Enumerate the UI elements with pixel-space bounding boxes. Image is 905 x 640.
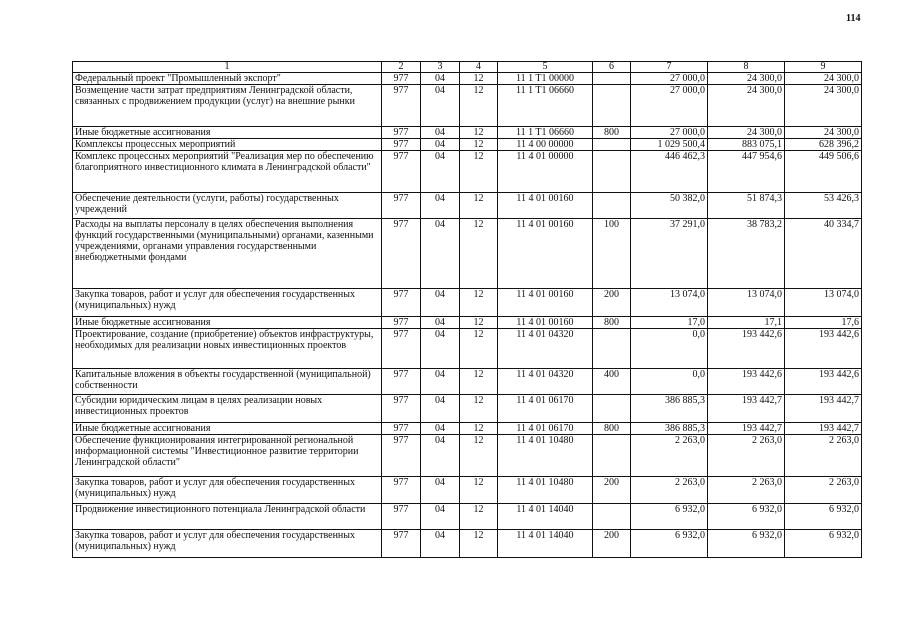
table-row [73, 73, 862, 85]
cell-target-item: 11 4 01 04320 [498, 369, 593, 395]
cell-subsection: 12 [460, 423, 498, 435]
cell-subsection: 12 [460, 477, 498, 504]
cell-subsection: 12 [460, 219, 498, 289]
cell-amount-col7: 6 932,0 [631, 504, 708, 530]
cell-target-item: 11 1 T1 00000 [498, 73, 593, 85]
cell-section: 04 [421, 395, 460, 423]
cell-subsection: 12 [460, 317, 498, 329]
cell-amount-col9: 628 396,2 [785, 139, 862, 151]
table-row [73, 504, 862, 530]
cell-expense-type: 800 [593, 317, 631, 329]
cell-subsection: 12 [460, 73, 498, 85]
cell-expense-type [593, 435, 631, 477]
table-row [73, 423, 862, 435]
cell-section: 04 [421, 139, 460, 151]
cell-section: 04 [421, 504, 460, 530]
row-name: Продвижение инвестиционного потенциала Ленинградской области [73, 504, 382, 530]
cell-amount-col9: 13 074,0 [785, 289, 862, 317]
cell-admin-code: 977 [382, 423, 421, 435]
cell-admin-code: 977 [382, 127, 421, 139]
table-row [73, 530, 862, 558]
row-name: Закупка товаров, работ и услуг для обеспечения государственных (муниципальных) нужд [73, 289, 382, 317]
cell-amount-col9: 193 442,6 [785, 329, 862, 369]
table-row [73, 219, 862, 289]
cell-target-item: 11 4 01 00160 [498, 289, 593, 317]
table-row [73, 193, 862, 219]
cell-admin-code: 977 [382, 435, 421, 477]
cell-amount-col7: 386 885,3 [631, 423, 708, 435]
cell-amount-col7: 0,0 [631, 369, 708, 395]
page-number: 114 [846, 13, 861, 24]
cell-subsection: 12 [460, 85, 498, 127]
cell-subsection: 12 [460, 289, 498, 317]
cell-section: 04 [421, 317, 460, 329]
cell-section: 04 [421, 329, 460, 369]
cell-amount-col7: 27 000,0 [631, 85, 708, 127]
cell-amount-col8: 38 783,2 [708, 219, 785, 289]
cell-admin-code: 977 [382, 289, 421, 317]
cell-amount-col8: 193 442,6 [708, 369, 785, 395]
row-name: Проектирование, создание (приобретение) объектов инфраструктуры, необходимых для реализации новых инвестиционных проектов [73, 329, 382, 369]
cell-admin-code: 977 [382, 139, 421, 151]
column-header: 5 [498, 62, 593, 73]
cell-expense-type: 200 [593, 530, 631, 558]
table-row [73, 477, 862, 504]
cell-amount-col7: 2 263,0 [631, 477, 708, 504]
cell-amount-col9: 53 426,3 [785, 193, 862, 219]
cell-target-item: 11 4 01 10480 [498, 435, 593, 477]
cell-admin-code: 977 [382, 317, 421, 329]
cell-amount-col9: 17,6 [785, 317, 862, 329]
cell-amount-col8: 24 300,0 [708, 127, 785, 139]
cell-amount-col8: 6 932,0 [708, 504, 785, 530]
cell-target-item: 11 4 01 00000 [498, 151, 593, 193]
column-header: 3 [421, 62, 460, 73]
row-name: Закупка товаров, работ и услуг для обеспечения государственных (муниципальных) нужд [73, 530, 382, 558]
column-header: 1 [73, 62, 382, 73]
cell-subsection: 12 [460, 151, 498, 193]
cell-admin-code: 977 [382, 193, 421, 219]
cell-amount-col8: 24 300,0 [708, 73, 785, 85]
cell-amount-col7: 6 932,0 [631, 530, 708, 558]
cell-expense-type: 400 [593, 369, 631, 395]
cell-expense-type: 800 [593, 127, 631, 139]
cell-expense-type [593, 139, 631, 151]
cell-subsection: 12 [460, 127, 498, 139]
row-name: Комплекс процессных мероприятий "Реализация мер по обеспечению благоприятного инвестиционного климата в Ленинградской области" [73, 151, 382, 193]
cell-section: 04 [421, 73, 460, 85]
cell-amount-col8: 193 442,7 [708, 423, 785, 435]
cell-admin-code: 977 [382, 329, 421, 369]
cell-admin-code: 977 [382, 395, 421, 423]
cell-target-item: 11 4 01 14040 [498, 504, 593, 530]
cell-amount-col8: 2 263,0 [708, 477, 785, 504]
cell-subsection: 12 [460, 530, 498, 558]
cell-expense-type: 800 [593, 423, 631, 435]
cell-amount-col8: 447 954,6 [708, 151, 785, 193]
cell-amount-col7: 446 462,3 [631, 151, 708, 193]
row-name: Федеральный проект "Промышленный экспорт" [73, 73, 382, 85]
row-name: Иные бюджетные ассигнования [73, 423, 382, 435]
cell-section: 04 [421, 369, 460, 395]
cell-amount-col8: 51 874,3 [708, 193, 785, 219]
cell-target-item: 11 4 01 14040 [498, 530, 593, 558]
cell-subsection: 12 [460, 193, 498, 219]
table-row [73, 329, 862, 369]
cell-amount-col8: 883 075,1 [708, 139, 785, 151]
cell-expense-type [593, 329, 631, 369]
cell-expense-type: 200 [593, 289, 631, 317]
cell-target-item: 11 4 00 00000 [498, 139, 593, 151]
cell-section: 04 [421, 477, 460, 504]
table-row [73, 369, 862, 395]
cell-admin-code: 977 [382, 85, 421, 127]
column-header: 4 [460, 62, 498, 73]
table-row [73, 317, 862, 329]
cell-section: 04 [421, 289, 460, 317]
cell-amount-col9: 2 263,0 [785, 477, 862, 504]
row-name: Капитальные вложения в объекты государственной (муниципальной) собственности [73, 369, 382, 395]
cell-amount-col7: 27 000,0 [631, 73, 708, 85]
cell-amount-col9: 193 442,7 [785, 395, 862, 423]
row-name: Иные бюджетные ассигнования [73, 317, 382, 329]
cell-target-item: 11 4 01 00160 [498, 219, 593, 289]
cell-amount-col7: 13 074,0 [631, 289, 708, 317]
cell-amount-col9: 24 300,0 [785, 127, 862, 139]
cell-amount-col8: 193 442,6 [708, 329, 785, 369]
cell-amount-col8: 24 300,0 [708, 85, 785, 127]
header-row [73, 62, 862, 73]
cell-amount-col7: 1 029 500,4 [631, 139, 708, 151]
cell-subsection: 12 [460, 504, 498, 530]
cell-target-item: 11 4 01 00160 [498, 317, 593, 329]
cell-expense-type [593, 73, 631, 85]
cell-amount-col8: 193 442,7 [708, 395, 785, 423]
cell-section: 04 [421, 530, 460, 558]
column-header: 2 [382, 62, 421, 73]
cell-admin-code: 977 [382, 369, 421, 395]
cell-expense-type [593, 85, 631, 127]
cell-admin-code: 977 [382, 477, 421, 504]
row-name: Обеспечение функционирования интегрированной региональной информационной системы "Инвестиционное развитие территории Ленинградской области" [73, 435, 382, 477]
cell-amount-col9: 449 506,6 [785, 151, 862, 193]
cell-target-item: 11 4 01 00160 [498, 193, 593, 219]
cell-amount-col8: 6 932,0 [708, 530, 785, 558]
cell-expense-type [593, 193, 631, 219]
cell-expense-type [593, 151, 631, 193]
column-header: 8 [708, 62, 785, 73]
table-row [73, 435, 862, 477]
cell-target-item: 11 4 01 10480 [498, 477, 593, 504]
cell-section: 04 [421, 219, 460, 289]
cell-admin-code: 977 [382, 219, 421, 289]
cell-amount-col9: 2 263,0 [785, 435, 862, 477]
cell-subsection: 12 [460, 395, 498, 423]
table-row [73, 127, 862, 139]
column-header: 7 [631, 62, 708, 73]
cell-amount-col8: 17,1 [708, 317, 785, 329]
cell-amount-col8: 13 074,0 [708, 289, 785, 317]
cell-subsection: 12 [460, 329, 498, 369]
cell-section: 04 [421, 435, 460, 477]
cell-expense-type [593, 504, 631, 530]
cell-target-item: 11 4 01 04320 [498, 329, 593, 369]
cell-admin-code: 977 [382, 73, 421, 85]
cell-amount-col9: 24 300,0 [785, 73, 862, 85]
cell-amount-col9: 193 442,6 [785, 369, 862, 395]
cell-amount-col7: 0,0 [631, 329, 708, 369]
cell-target-item: 11 1 T1 06660 [498, 85, 593, 127]
table-row [73, 151, 862, 193]
cell-target-item: 11 1 T1 06660 [498, 127, 593, 139]
cell-expense-type [593, 395, 631, 423]
cell-admin-code: 977 [382, 151, 421, 193]
cell-subsection: 12 [460, 435, 498, 477]
cell-expense-type: 100 [593, 219, 631, 289]
row-name: Расходы на выплаты персоналу в целях обеспечения выполнения функций государственными (муниципальными) органами, казенными учреждениями, органами управления государственными внебюджетными фондами [73, 219, 382, 289]
cell-subsection: 12 [460, 369, 498, 395]
cell-amount-col9: 6 932,0 [785, 504, 862, 530]
cell-amount-col7: 2 263,0 [631, 435, 708, 477]
cell-target-item: 11 4 01 06170 [498, 395, 593, 423]
row-name: Возмещение части затрат предприятиям Ленинградской области, связанных с продвижением продукции (услуг) на внешние рынки [73, 85, 382, 127]
row-name: Закупка товаров, работ и услуг для обеспечения государственных (муниципальных) нужд [73, 477, 382, 504]
row-name: Обеспечение деятельности (услуги, работы) государственных учреждений [73, 193, 382, 219]
cell-section: 04 [421, 151, 460, 193]
row-name: Иные бюджетные ассигнования [73, 127, 382, 139]
row-name: Субсидии юридическим лицам в целях реализации новых инвестиционных проектов [73, 395, 382, 423]
column-header: 9 [785, 62, 862, 73]
cell-amount-col8: 2 263,0 [708, 435, 785, 477]
cell-amount-col9: 24 300,0 [785, 85, 862, 127]
row-name: Комплексы процессных мероприятий [73, 139, 382, 151]
cell-section: 04 [421, 127, 460, 139]
cell-section: 04 [421, 423, 460, 435]
table-row [73, 289, 862, 317]
cell-admin-code: 977 [382, 530, 421, 558]
table-row [73, 85, 862, 127]
cell-amount-col7: 50 382,0 [631, 193, 708, 219]
cell-amount-col7: 27 000,0 [631, 127, 708, 139]
cell-section: 04 [421, 193, 460, 219]
cell-amount-col7: 386 885,3 [631, 395, 708, 423]
cell-subsection: 12 [460, 139, 498, 151]
cell-admin-code: 977 [382, 504, 421, 530]
cell-amount-col7: 17,0 [631, 317, 708, 329]
cell-amount-col9: 193 442,7 [785, 423, 862, 435]
cell-amount-col9: 40 334,7 [785, 219, 862, 289]
budget-table [72, 61, 862, 558]
cell-expense-type: 200 [593, 477, 631, 504]
cell-section: 04 [421, 85, 460, 127]
table-row [73, 395, 862, 423]
cell-target-item: 11 4 01 06170 [498, 423, 593, 435]
cell-amount-col7: 37 291,0 [631, 219, 708, 289]
cell-amount-col9: 6 932,0 [785, 530, 862, 558]
table-row [73, 139, 862, 151]
column-header: 6 [593, 62, 631, 73]
